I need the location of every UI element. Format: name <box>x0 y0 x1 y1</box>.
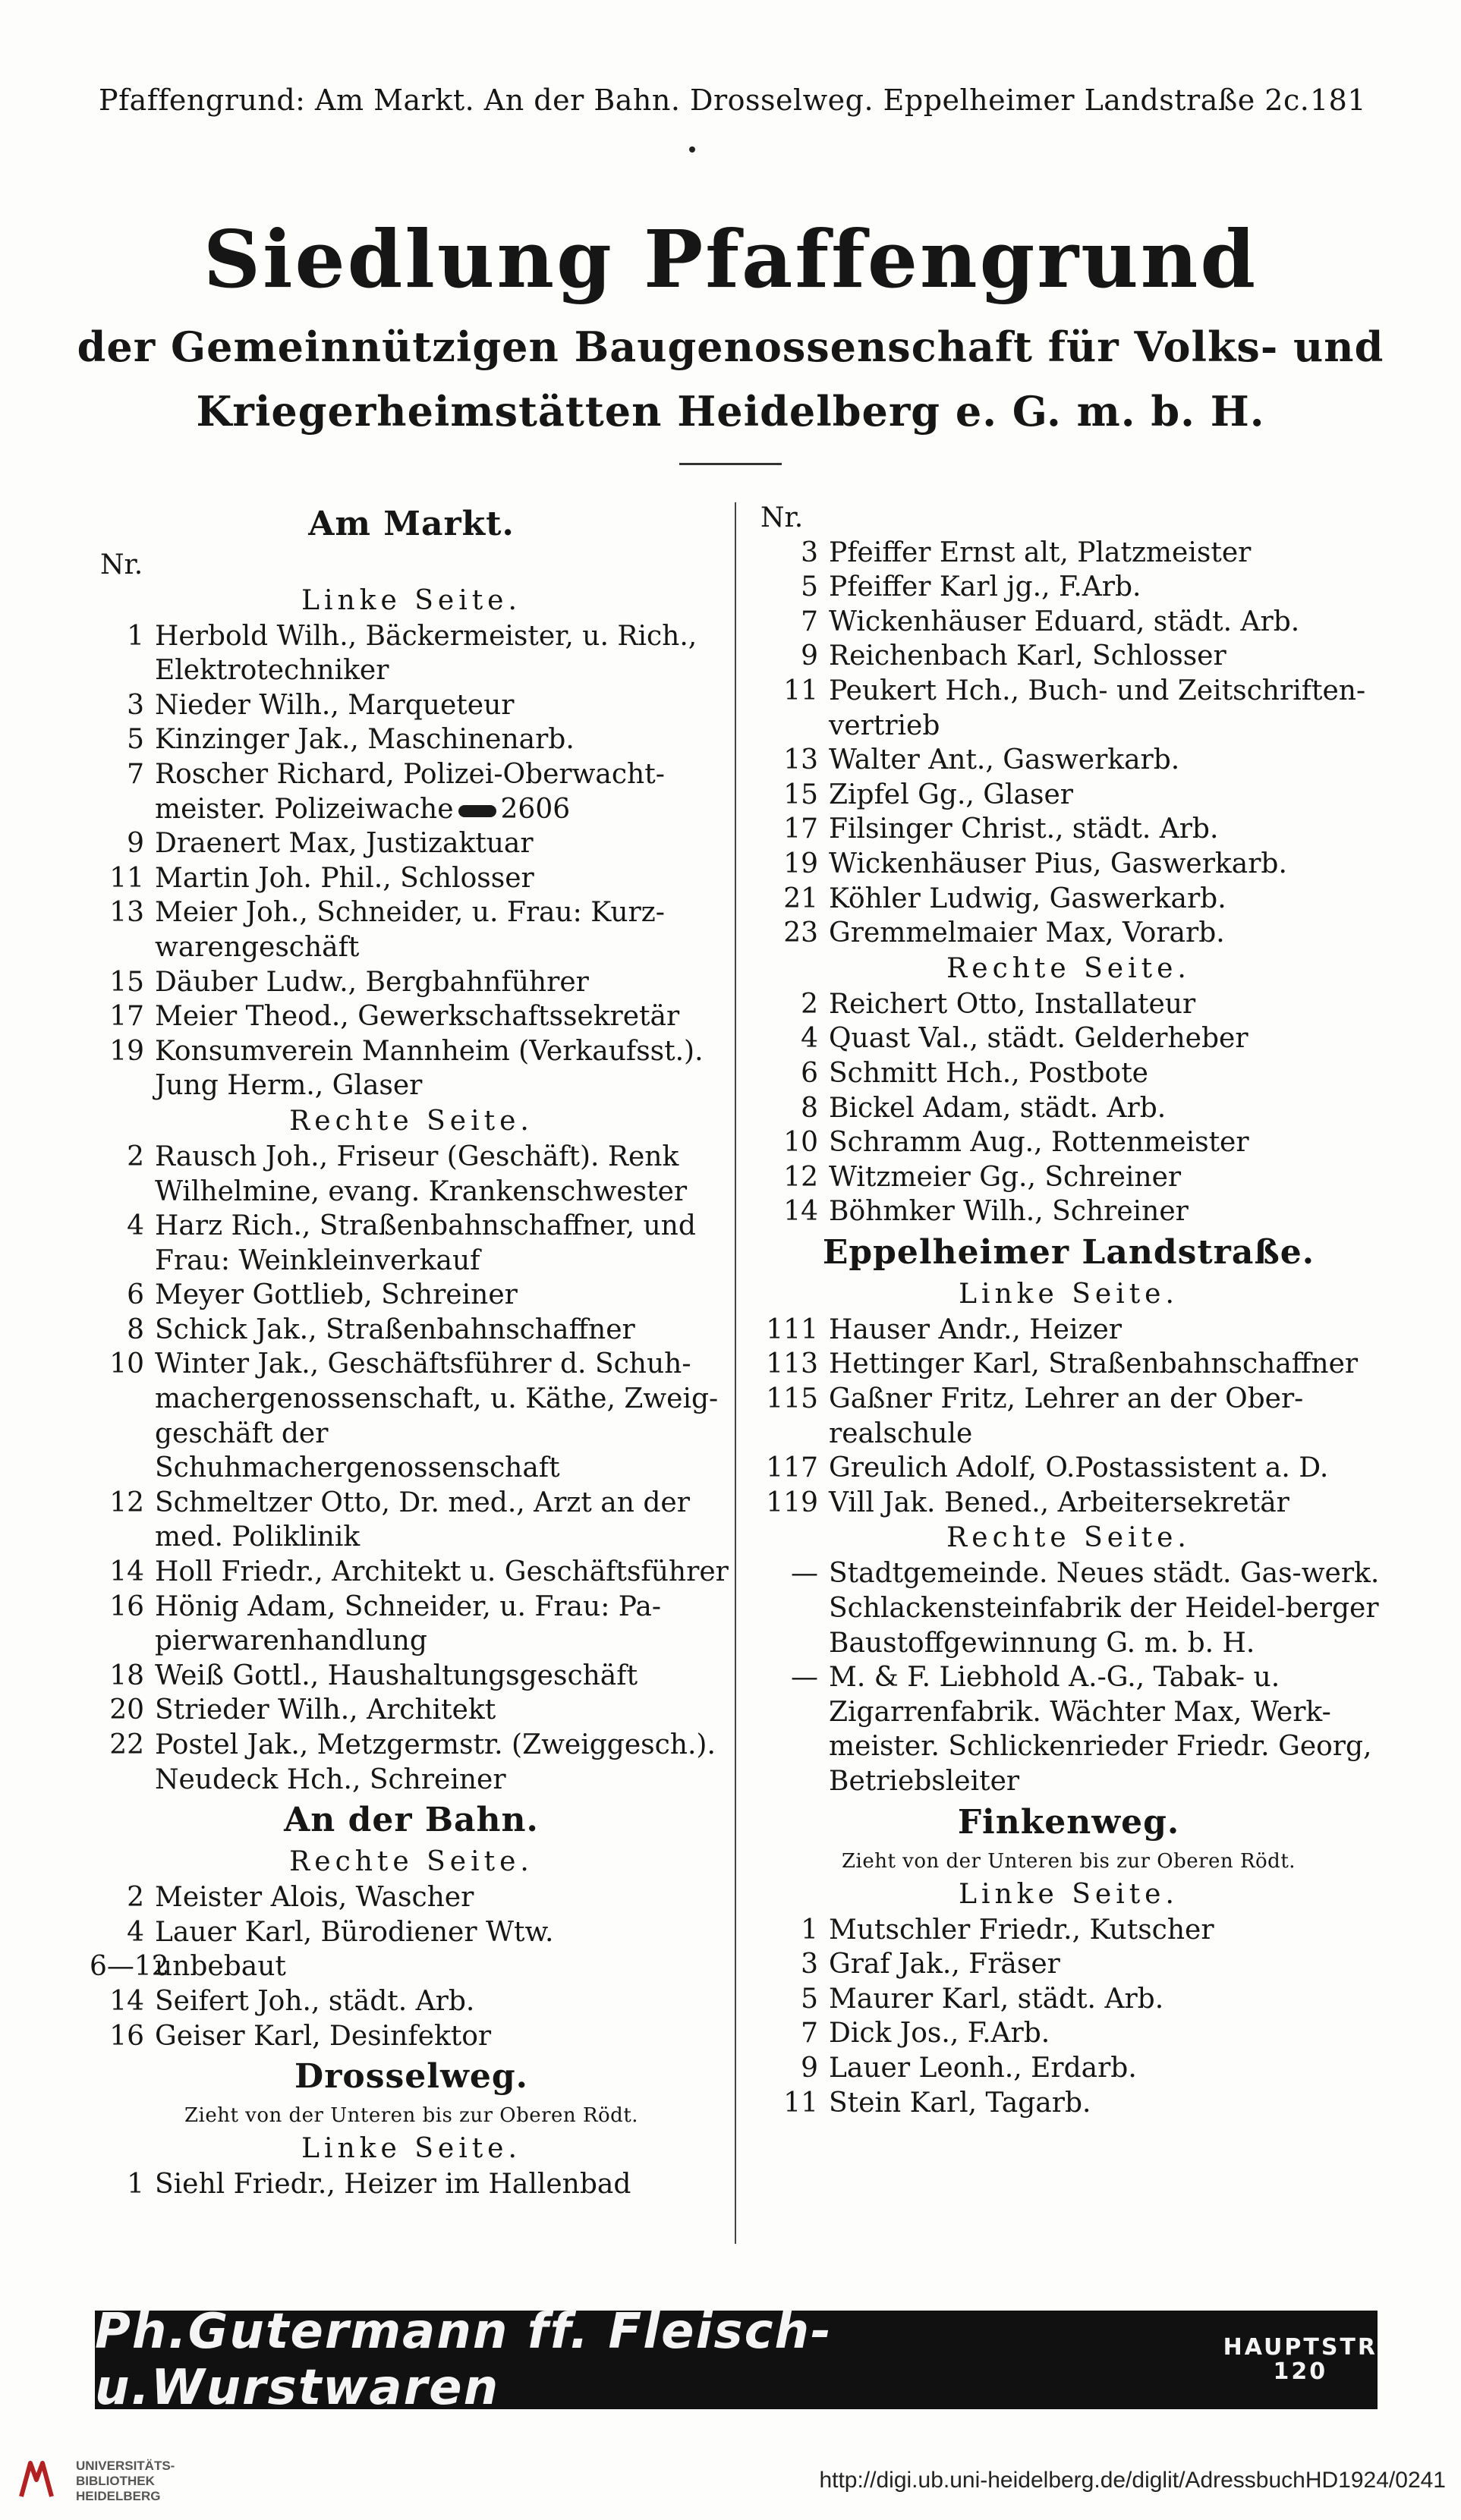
directory-entry <box>750 2016 1387 2051</box>
house-number: 111 <box>766 1313 818 1345</box>
resident-text: Konsumverein Mannheim (Verkaufsst.). Jung Herm., Glaser <box>155 1035 704 1102</box>
side-heading: Rechte Seite. <box>289 1846 534 1878</box>
street-heading: Am Markt. <box>308 505 515 543</box>
resident-text: Hauser Andr., Heizer <box>829 1313 1122 1345</box>
running-title: Pfaffengrund: Am Markt. An der Bahn. Drosselweg. Eppelheimer Landstraße 2c. <box>99 83 1310 117</box>
resident-text: Wickenhäuser Pius, Gaswerkarb. <box>829 848 1287 879</box>
ornament-dot <box>689 146 695 153</box>
resident-text-wrap <box>829 916 1387 951</box>
resident-text: Peukert Hch., Buch- und Zeitschriften-vertrieb <box>829 675 1366 741</box>
directory-entry <box>750 1382 1387 1451</box>
directory-entry <box>90 688 733 723</box>
library-name-line2: BIBLIOTHEK <box>76 2474 155 2488</box>
house-number: 2 <box>127 1882 144 1914</box>
title-divider <box>679 463 782 465</box>
resident-text-wrap <box>155 2167 733 2202</box>
resident-text-wrap <box>155 1915 733 1950</box>
directory-entry <box>750 1091 1387 1126</box>
directory-entry <box>750 674 1387 743</box>
resident-text-wrap <box>829 605 1387 640</box>
page-number: 181 <box>1309 83 1366 117</box>
running-header <box>99 83 1366 117</box>
directory-entry <box>90 1034 733 1103</box>
advertisement-text: Ph.Gutermann ff. Fleisch-u.Wurstwaren <box>95 2304 833 2416</box>
house-number: 22 <box>109 1729 144 1760</box>
resident-text-wrap <box>155 2019 733 2054</box>
resident-text: Schmeltzer Otto, Dr. med., Arzt an der med. Poliklinik <box>155 1487 690 1553</box>
house-number: 11 <box>783 675 818 706</box>
directory-entry <box>90 1347 733 1485</box>
house-number: 113 <box>766 1348 818 1380</box>
directory-entry <box>750 1451 1387 1486</box>
directory-entry <box>750 2051 1387 2086</box>
house-number: 117 <box>766 1452 818 1484</box>
advertisement-address <box>1223 2336 1378 2384</box>
directory-entry <box>90 757 733 826</box>
house-number: 19 <box>109 1035 144 1067</box>
house-number: 4 <box>801 1023 818 1055</box>
directory-entry <box>750 2086 1387 2121</box>
directory-entry <box>90 1590 733 1659</box>
house-number: 15 <box>109 966 144 998</box>
street-heading: Eppelheimer Landstraße. <box>822 1232 1315 1272</box>
house-number: — <box>791 1662 818 1694</box>
resident-text: Schramm Aug., Rottenmeister <box>829 1127 1249 1159</box>
resident-text: Mutschler Friedr., Kutscher <box>829 1914 1214 1946</box>
directory-entry <box>90 1209 733 1278</box>
directory-entry <box>750 916 1387 951</box>
directory-entry <box>750 847 1387 882</box>
directory-entry <box>750 1194 1387 1229</box>
house-number: 23 <box>783 917 818 949</box>
side-heading: Linke Seite. <box>959 1878 1179 1910</box>
resident-text-wrap <box>155 1209 733 1278</box>
street-heading: Drosselweg. <box>294 2057 528 2097</box>
resident-text-wrap <box>155 895 733 964</box>
resident-text-wrap <box>829 1982 1387 2017</box>
house-number: 2 <box>127 1140 144 1172</box>
resident-text: unbebaut <box>155 1951 286 1983</box>
house-number: — <box>791 1558 818 1590</box>
resident-text-wrap <box>829 743 1387 778</box>
resident-text: Bickel Adam, städt. Arb. <box>829 1092 1167 1124</box>
resident-text: Reichenbach Karl, Schlosser <box>829 640 1226 672</box>
resident-text-wrap <box>829 1194 1387 1229</box>
house-number: 6 <box>127 1279 144 1311</box>
house-number: 21 <box>783 882 818 914</box>
resident-text-wrap <box>155 999 733 1034</box>
resident-text-wrap <box>155 965 733 1000</box>
resident-text: Gremmelmaier Max, Vorarb. <box>829 917 1225 949</box>
library-name-line1: UNIVERSITÄTS- <box>76 2459 175 2473</box>
house-number: 1 <box>127 620 144 652</box>
directory-entry <box>90 826 733 861</box>
page-title: Siedlung Pfaffengrund <box>203 212 1258 306</box>
resident-text-wrap <box>829 812 1387 847</box>
street-heading: An der Bahn. <box>284 1801 539 1840</box>
house-number: 115 <box>766 1383 818 1415</box>
directory-entry <box>750 1125 1387 1160</box>
resident-text: Reichert Otto, Installateur <box>829 988 1196 1020</box>
directory-entry <box>750 605 1387 640</box>
resident-text-wrap <box>829 674 1387 743</box>
directory-entry <box>750 812 1387 847</box>
resident-text-wrap <box>155 619 733 688</box>
resident-text: Schmitt Hch., Postbote <box>829 1057 1148 1089</box>
resident-text: Meier Joh., Schneider, u. Frau: Kurz-warengeschäft <box>155 897 665 963</box>
resident-text-wrap <box>829 1451 1387 1486</box>
directory-entry <box>90 999 733 1034</box>
directory-entry <box>750 778 1387 813</box>
resident-text: Däuber Ludw., Bergbahnführer <box>155 966 589 998</box>
house-number: 14 <box>783 1196 818 1228</box>
house-number: 9 <box>801 2052 818 2084</box>
house-number: 20 <box>109 1694 144 1726</box>
directory-entry <box>90 1486 733 1555</box>
resident-text: Greulich Adolf, O.Postassistent a. D. <box>829 1452 1329 1484</box>
resident-text-wrap <box>829 1660 1387 1798</box>
house-number: 8 <box>127 1313 144 1345</box>
resident-text-wrap <box>829 847 1387 882</box>
resident-text-wrap <box>155 861 733 896</box>
resident-text-wrap <box>155 1555 733 1590</box>
resident-text: Witzmeier Gg., Schreiner <box>829 1161 1182 1193</box>
resident-text: Postel Jak., Metzgermstr. (Zweiggesch.). Neudeck Hch., Schreiner <box>155 1729 716 1795</box>
resident-text-wrap <box>155 1034 733 1103</box>
advertisement-address-line2: 120 <box>1273 2358 1328 2385</box>
number-column-label: Nr. <box>760 502 804 533</box>
resident-text: Geiser Karl, Desinfektor <box>155 2020 492 2052</box>
resident-text: Quast Val., städt. Gelderheber <box>829 1023 1248 1055</box>
directory-entry <box>750 882 1387 917</box>
resident-text-wrap <box>155 1347 733 1485</box>
house-number: 3 <box>801 536 818 568</box>
house-number: 14 <box>109 1556 144 1588</box>
resident-text: Winter Jak., Geschäftsführer d. Schuh-machergenossenschaft, u. Käthe, Zweig-geschäft der Schuhmachergenossenschaft <box>155 1348 719 1484</box>
resident-text-wrap <box>829 570 1387 605</box>
resident-text-wrap <box>155 722 733 757</box>
resident-text-wrap <box>829 1091 1387 1126</box>
directory-entry <box>750 743 1387 778</box>
directory-entry <box>750 639 1387 674</box>
resident-text: Zipfel Gg., Glaser <box>829 779 1074 810</box>
house-number: 4 <box>127 1916 144 1948</box>
house-number: 13 <box>109 897 144 929</box>
resident-text-wrap <box>829 1556 1387 1660</box>
directory-entry <box>90 895 733 964</box>
house-number: 14 <box>109 1985 144 2017</box>
directory-entry <box>90 2167 733 2202</box>
resident-text-wrap <box>829 987 1387 1022</box>
directory-entry <box>90 861 733 896</box>
resident-text: Kinzinger Jak., Maschinenarb. <box>155 724 575 756</box>
right-column <box>750 501 1387 2120</box>
directory-entry <box>750 1913 1387 1948</box>
directory-entry <box>750 987 1387 1022</box>
resident-text-wrap <box>155 1659 733 1694</box>
directory-entry <box>750 1347 1387 1382</box>
house-number: 15 <box>783 779 818 810</box>
house-number: 11 <box>109 862 144 894</box>
house-number: 11 <box>783 2087 818 2119</box>
directory-entry <box>90 1659 733 1694</box>
resident-text: Stadtgemeinde. Neues städt. Gas-werk. Schlackensteinfabrik der Heidel-berger Baustoffgewinnung G. m. b. H. <box>829 1558 1380 1659</box>
house-number: 5 <box>801 571 818 603</box>
resident-text: Meister Alois, Wascher <box>155 1882 474 1914</box>
left-column <box>90 501 733 2202</box>
directory-entry <box>750 1056 1387 1091</box>
resident-text: Vill Jak. Bened., Arbeitersekretär <box>829 1487 1289 1518</box>
house-number: 6 <box>801 1057 818 1089</box>
resident-text-wrap <box>829 1947 1387 1982</box>
resident-text: Nieder Wilh., Marqueteur <box>155 689 515 721</box>
house-number: 17 <box>109 1001 144 1033</box>
number-column-label: Nr. <box>100 549 143 580</box>
directory-entry <box>90 1555 733 1590</box>
resident-text: Pfeiffer Karl jg., F.Arb. <box>829 571 1141 603</box>
side-heading: Linke Seite. <box>959 1278 1179 1310</box>
house-number: 16 <box>109 2020 144 2052</box>
library-name-line3: HEIDELBERG <box>76 2489 161 2503</box>
resident-text: Schick Jak., Straßenbahnschaffner <box>155 1313 635 1345</box>
directory-entry <box>90 722 733 757</box>
resident-text: Wickenhäuser Eduard, städt. Arb. <box>829 606 1300 637</box>
side-heading: Linke Seite. <box>301 2133 521 2165</box>
resident-text: Hettinger Karl, Straßenbahnschaffner <box>829 1348 1359 1380</box>
resident-text: Hönig Adam, Schneider, u. Frau: Pa-pierwarenhandlung <box>155 1590 662 1657</box>
resident-text: Harz Rich., Straßenbahnschaffner, und Frau: Weinkleinverkauf <box>155 1210 696 1276</box>
resident-text: Filsinger Christ., städt. Arb. <box>829 813 1219 845</box>
footer <box>0 2451 1461 2512</box>
resident-text-wrap <box>155 757 733 826</box>
house-number: 13 <box>783 744 818 776</box>
directory-entry <box>750 1660 1387 1798</box>
resident-text: Pfeiffer Ernst alt, Platzmeister <box>829 536 1252 568</box>
side-heading: Linke Seite. <box>301 584 521 616</box>
side-heading: Rechte Seite. <box>946 952 1191 984</box>
directory-entry <box>90 619 733 688</box>
directory-entry <box>90 1693 733 1728</box>
house-number: 3 <box>127 689 144 721</box>
resident-text: Siehl Friedr., Heizer im Hallenbad <box>155 2169 631 2201</box>
resident-text-wrap <box>829 1913 1387 1948</box>
directory-entry <box>750 536 1387 571</box>
resident-text-wrap <box>829 1125 1387 1160</box>
directory-entry <box>750 1486 1387 1521</box>
house-number: 9 <box>127 828 144 860</box>
house-number: 19 <box>783 848 818 879</box>
library-name <box>76 2459 175 2504</box>
resident-text: Gaßner Fritz, Lehrer an der Ober-realschule <box>829 1383 1304 1449</box>
house-number: 3 <box>801 1949 818 1980</box>
resident-text-wrap <box>155 1949 733 1984</box>
side-heading: Rechte Seite. <box>289 1105 534 1137</box>
resident-text: Weiß Gottl., Haushaltungsgeschäft <box>155 1660 638 1691</box>
advertisement-address-line1: HAUPTSTR <box>1223 2334 1378 2361</box>
house-number: 4 <box>127 1210 144 1242</box>
directory-entry <box>90 1728 733 1797</box>
resident-text-wrap <box>829 2051 1387 2086</box>
resident-text: M. & F. Liebhold A.-G., Tabak- u. Zigarrenfabrik. Wächter Max, Werk-meister. Schlickenrieder Friedr. Georg, Betriebsleiter <box>829 1662 1372 1797</box>
resident-text-wrap <box>155 1313 733 1348</box>
directory-entry <box>90 1880 733 1915</box>
resident-text: Maurer Karl, städt. Arb. <box>829 1983 1164 2015</box>
resident-text-wrap <box>155 1880 733 1915</box>
resident-text: Holl Friedr., Architekt u. Geschäftsführer <box>155 1556 729 1588</box>
street-heading: Finkenweg. <box>957 1802 1180 1842</box>
resident-text-wrap <box>155 1486 733 1555</box>
resident-text: Stein Karl, Tagarb. <box>829 2087 1091 2119</box>
source-url-link[interactable]: http://digi.ub.uni-heidelberg.de/diglit/AdressbuchHD1924/0241 <box>819 2468 1446 2493</box>
house-number: 17 <box>783 813 818 845</box>
resident-text-wrap <box>155 1278 733 1313</box>
resident-text: Meier Theod., Gewerkschaftssekretär <box>155 1001 680 1033</box>
resident-text: Herbold Wilh., Bäckermeister, u. Rich., Elektrotechniker <box>155 620 697 687</box>
resident-text: Strieder Wilh., Architekt <box>155 1694 496 1726</box>
directory-entry <box>750 1982 1387 2017</box>
directory-entry <box>750 1556 1387 1660</box>
house-number: 10 <box>783 1127 818 1159</box>
resident-text-wrap <box>829 536 1387 571</box>
resident-text: Roscher Richard, Polizei-Oberwacht-meister. Polizeiwache <box>155 758 665 825</box>
directory-entry <box>90 965 733 1000</box>
street-description: Zieht von der Unteren bis zur Oberen Rödt. <box>841 1849 1296 1873</box>
resident-text-wrap <box>829 1347 1387 1382</box>
page-subtitle-line1: der Gemeinnützigen Baugenossenschaft für Volks- und <box>77 322 1384 371</box>
resident-text: Böhmker Wilh., Schreiner <box>829 1196 1189 1228</box>
resident-text-wrap <box>155 1984 733 2019</box>
resident-text: Martin Joh. Phil., Schlosser <box>155 862 534 894</box>
street-description: Zieht von der Unteren bis zur Oberen Rödt. <box>184 2104 639 2128</box>
advertisement-banner <box>95 2304 1378 2416</box>
resident-text-wrap <box>829 1056 1387 1091</box>
house-number: 16 <box>109 1590 144 1622</box>
house-number: 18 <box>109 1660 144 1691</box>
resident-text-wrap <box>155 688 733 723</box>
resident-text: Graf Jak., Fräser <box>829 1949 1060 1980</box>
directory-entry <box>90 1915 733 1950</box>
telephone-number: 2606 <box>500 793 571 825</box>
resident-text-wrap <box>155 1693 733 1728</box>
house-number: 7 <box>801 606 818 637</box>
resident-text: Dick Jos., F.Arb. <box>829 2018 1050 2050</box>
house-number: 8 <box>801 1092 818 1124</box>
resident-text-wrap <box>829 2016 1387 2051</box>
resident-text-wrap <box>829 1382 1387 1451</box>
resident-text: Rausch Joh., Friseur (Geschäft). Renk Wilhelmine, evang. Krankenschwester <box>155 1140 688 1207</box>
resident-text: Lauer Karl, Bürodiener Wtw. <box>155 1916 554 1948</box>
resident-text-wrap <box>829 1021 1387 1056</box>
house-number: 119 <box>766 1487 818 1518</box>
house-number: 9 <box>801 640 818 672</box>
resident-text: Lauer Leonh., Erdarb. <box>829 2052 1137 2084</box>
directory-entry <box>90 1984 733 2019</box>
directory-entry <box>750 570 1387 605</box>
directory-entry <box>750 1313 1387 1348</box>
house-number: 7 <box>127 758 144 790</box>
directory-entry <box>90 1278 733 1313</box>
resident-text-wrap <box>829 2086 1387 2121</box>
directory-entry <box>750 1947 1387 1982</box>
resident-text-wrap <box>829 1160 1387 1195</box>
house-number: 12 <box>109 1487 144 1518</box>
resident-text: Meyer Gottlieb, Schreiner <box>155 1279 518 1311</box>
resident-text-wrap <box>155 1590 733 1659</box>
house-number: 5 <box>801 1983 818 2015</box>
resident-text: Draenert Max, Justizaktuar <box>155 828 534 860</box>
directory-entry <box>90 1313 733 1348</box>
page-subtitle-line2: Kriegerheimstätten Heidelberg e. G. m. b. H. <box>196 387 1265 436</box>
telephone-icon <box>458 805 496 817</box>
directory-entry <box>750 1160 1387 1195</box>
resident-text: Köhler Ludwig, Gaswerkarb. <box>829 882 1226 914</box>
house-number: 6—12 <box>90 1951 169 1983</box>
directory-entry <box>90 2019 733 2054</box>
resident-text-wrap <box>829 882 1387 917</box>
house-number: 10 <box>109 1348 144 1380</box>
directory-entry <box>750 1021 1387 1056</box>
resident-text-wrap <box>155 1140 733 1209</box>
house-number: 7 <box>801 2018 818 2050</box>
house-number: 12 <box>783 1161 818 1193</box>
side-heading: Rechte Seite. <box>946 1522 1191 1554</box>
resident-text-wrap <box>155 1728 733 1797</box>
resident-text: Walter Ant., Gaswerkarb. <box>829 744 1180 776</box>
resident-text-wrap <box>829 778 1387 813</box>
house-number: 5 <box>127 724 144 756</box>
house-number: 1 <box>801 1914 818 1946</box>
resident-text-wrap <box>829 1486 1387 1521</box>
house-number: 2 <box>801 988 818 1020</box>
house-number: 1 <box>127 2169 144 2201</box>
library-logo-icon <box>15 2457 61 2503</box>
directory-entry <box>90 1140 733 1209</box>
resident-text-wrap <box>829 1313 1387 1348</box>
directory-entry <box>90 1949 733 1984</box>
resident-text: Seifert Joh., städt. Arb. <box>155 1985 475 2017</box>
resident-text-wrap <box>829 639 1387 674</box>
resident-text-wrap <box>155 826 733 861</box>
column-divider <box>735 502 736 2244</box>
